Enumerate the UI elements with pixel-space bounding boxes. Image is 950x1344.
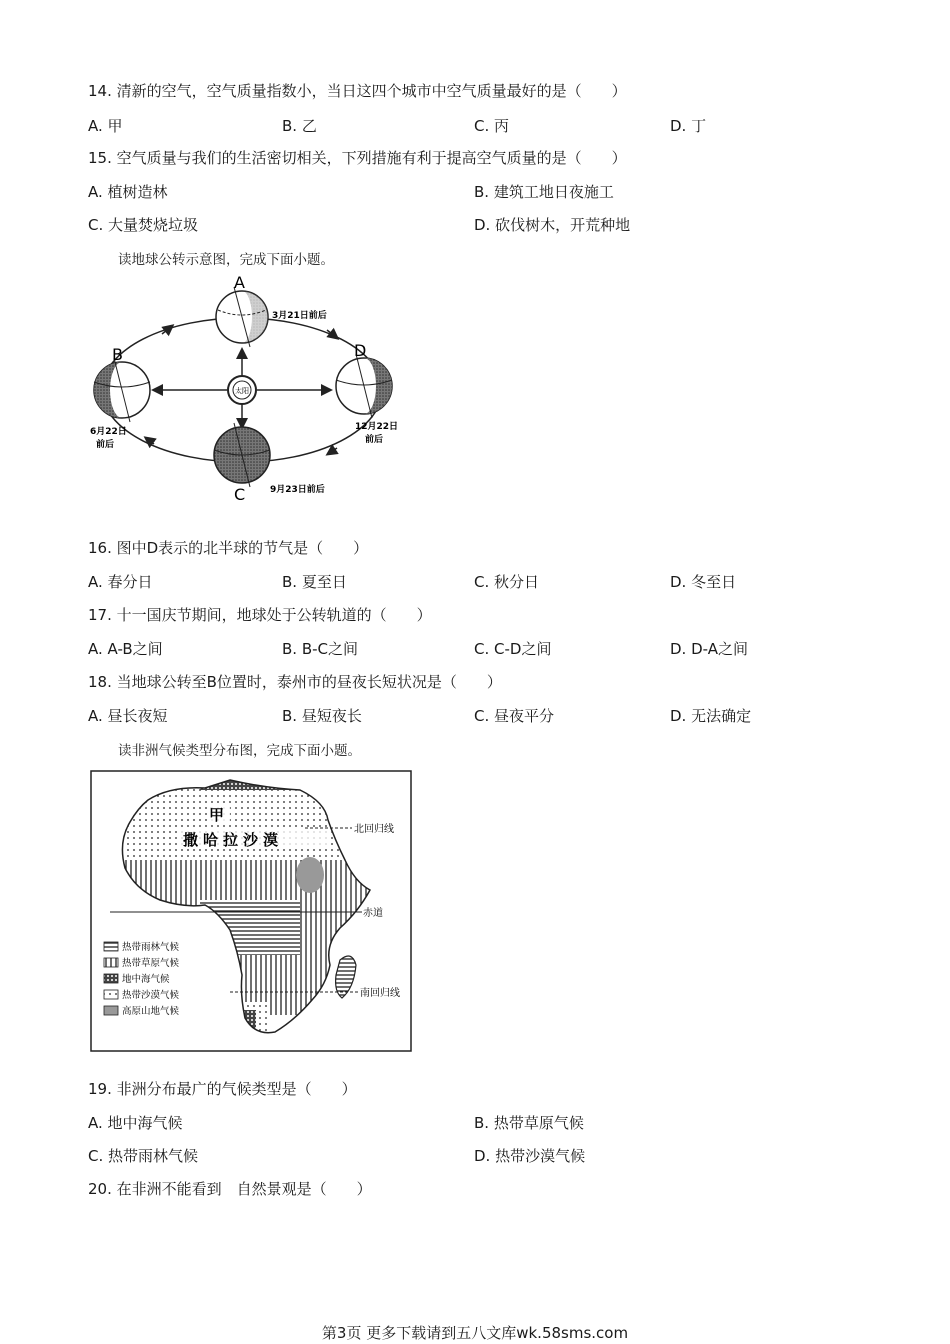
question-18-option-d: D. 无法确定 bbox=[670, 707, 752, 725]
question-18-option-b: B. 昼短夜长 bbox=[282, 707, 362, 725]
question-15-option-b: B. 建筑工地日夜施工 bbox=[474, 183, 614, 201]
question-17-option-a: A. A-B之间 bbox=[88, 640, 163, 658]
label-jia: 甲 bbox=[209, 806, 225, 824]
question-19-option-d: D. 热带沙漠气候 bbox=[474, 1147, 586, 1165]
earth-c-icon bbox=[214, 423, 270, 487]
question-15-stem: 15. 空气质量与我们的生活密切相关，下列措施有利于提高空气质量的是（ ） bbox=[88, 149, 627, 167]
label-a: A bbox=[234, 273, 245, 292]
question-19-stem: 19. 非洲分布最广的气候类型是（ ） bbox=[88, 1080, 357, 1098]
sun-label: 太阳 bbox=[235, 387, 249, 395]
date-c: 9月23日前后 bbox=[270, 485, 325, 495]
question-14-option-a: A. 甲 bbox=[88, 117, 123, 135]
question-15-option-a: A. 植树造林 bbox=[88, 183, 168, 201]
legend-rainforest: 热带雨林气候 bbox=[122, 942, 180, 953]
question-17-stem: 17. 十一国庆节期间，地球处于公转轨道的（ ） bbox=[88, 606, 432, 624]
question-16-option-a: A. 春分日 bbox=[88, 573, 153, 591]
question-17-option-b: B. B-C之间 bbox=[282, 640, 359, 658]
legend-highland: 高原山地气候 bbox=[122, 1006, 180, 1017]
page-footer: 第3页 更多下载请到五八文库wk.58sms.com bbox=[321, 1324, 629, 1342]
date-d-line2: 前后 bbox=[365, 435, 384, 445]
question-16-option-b: B. 夏至日 bbox=[282, 573, 347, 591]
date-a: 3月21日前后 bbox=[272, 311, 327, 321]
legend-savanna: 热带草原气候 bbox=[122, 958, 180, 969]
question-14-option-b: B. 乙 bbox=[282, 117, 317, 135]
earth-d-icon bbox=[336, 354, 392, 418]
label-d: D bbox=[354, 341, 367, 360]
question-19-option-c: C. 热带雨林气候 bbox=[88, 1147, 199, 1165]
label-b: B bbox=[112, 345, 123, 364]
question-15-option-c: C. 大量焚烧垃圾 bbox=[88, 216, 199, 234]
question-18-stem: 18. 当地球公转至B位置时，泰州市的昼夜长短状况是（ ） bbox=[88, 673, 502, 691]
question-20-stem: 20. 在非洲不能看到 自然景观是（ ） bbox=[88, 1180, 372, 1198]
legend-mediterranean: 地中海气候 bbox=[122, 974, 170, 985]
question-19-option-a: A. 地中海气候 bbox=[88, 1114, 183, 1132]
earth-orbit-diagram bbox=[82, 272, 432, 507]
question-17-option-c: C. C-D之间 bbox=[474, 640, 552, 658]
question-17-option-d: D. D-A之间 bbox=[670, 640, 748, 658]
intro-africa: 读非洲气候类型分布图，完成下面小题。 bbox=[118, 743, 361, 759]
question-14-stem: 14. 清新的空气，空气质量指数小，当日这四个城市中空气质量最好的是（ ） bbox=[88, 82, 627, 100]
date-b-line2: 前后 bbox=[96, 440, 115, 450]
africa-climate-map bbox=[90, 770, 412, 1052]
sun-icon bbox=[228, 376, 256, 404]
earth-b-icon bbox=[94, 358, 150, 422]
question-18-option-c: C. 昼夜平分 bbox=[474, 707, 555, 725]
question-19-option-b: B. 热带草原气候 bbox=[474, 1114, 584, 1132]
date-b-line1: 6月22日 bbox=[90, 427, 127, 437]
earth-a-icon bbox=[216, 287, 268, 347]
label-tropic-south: 南回归线 bbox=[360, 988, 400, 999]
label-equator: 赤道 bbox=[363, 908, 383, 919]
question-16-option-d: D. 冬至日 bbox=[670, 573, 737, 591]
question-14-option-d: D. 丁 bbox=[670, 117, 707, 135]
label-c: C bbox=[234, 485, 246, 504]
question-18-option-a: A. 昼长夜短 bbox=[88, 707, 168, 725]
intro-orbit: 读地球公转示意图，完成下面小题。 bbox=[118, 252, 334, 268]
question-14-option-c: C. 丙 bbox=[474, 117, 510, 135]
date-d-line1: 12月22日 bbox=[355, 422, 399, 432]
legend-desert: 热带沙漠气候 bbox=[122, 990, 180, 1001]
question-16-option-c: C. 秋分日 bbox=[474, 573, 540, 591]
label-tropic-north: 北回归线 bbox=[354, 824, 394, 835]
label-sahara: 撒哈拉沙漠 bbox=[183, 831, 284, 849]
question-15-option-d: D. 砍伐树木，开荒种地 bbox=[474, 216, 631, 234]
question-16-stem: 16. 图中D表示的北半球的节气是（ ） bbox=[88, 539, 369, 557]
